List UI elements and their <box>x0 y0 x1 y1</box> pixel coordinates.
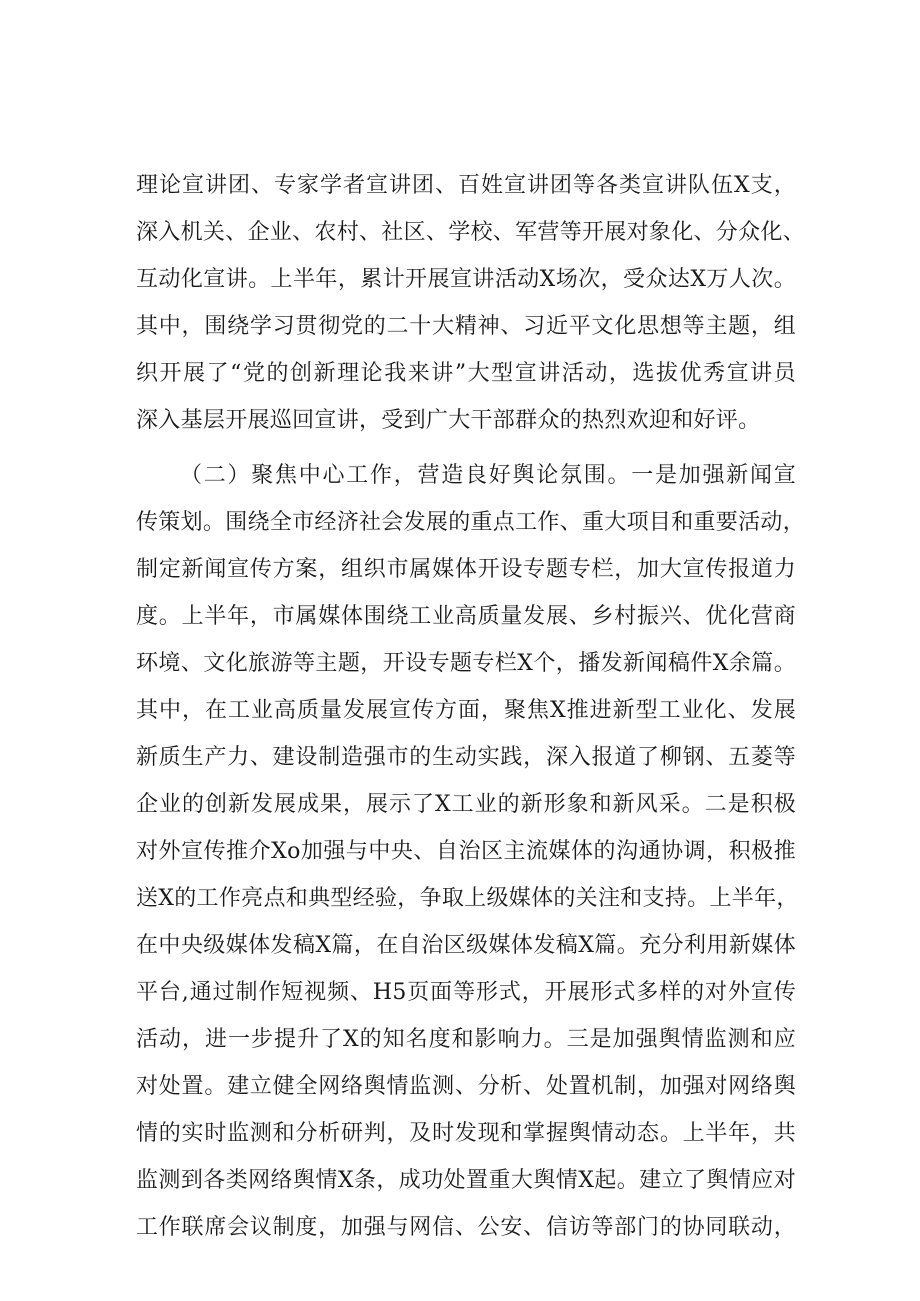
text-line: 制定新闻宣传方案，组织市属媒体开设专题专栏，加大宣传报道力 <box>136 557 796 582</box>
text-line: 度。上半年，市属媒体围绕工业高质量发展、乡村振兴、优化营商 <box>136 604 796 629</box>
text-line: 理论宣讲团、专家学者宣讲团、百姓宣讲团等各类宣讲队伍X支， <box>136 173 796 198</box>
text-line: 平台,通过制作短视频、H5页面等形式，开展形式多样的对外宣传 <box>136 980 796 1005</box>
text-line: 工作联席会议制度，加强与网信、公安、信访等部门的协同联动， <box>136 1215 796 1240</box>
text-line: 监测到各类网络舆情X条，成功处置重大舆情X起。建立了舆情应对 <box>136 1168 796 1193</box>
text-line: 其中，在工业高质量发展宣传方面，聚焦X推进新型工业化、发展 <box>136 698 796 723</box>
section-heading-line: （二）聚焦中心工作，营造良好舆论氛围。一是加强新闻宣 <box>180 463 796 488</box>
document-body <box>136 162 806 1251</box>
text-line: 企业的创新发展成果，展示了X工业的新形象和新风采。二是积极 <box>136 792 796 817</box>
text-line: 对外宣传推介Xo加强与中央、自治区主流媒体的沟通协调，积极推 <box>136 839 796 864</box>
paragraph-1 <box>136 162 806 444</box>
text-line: 传策划。围绕全市经济社会发展的重点工作、重大项目和重要活动， <box>136 510 806 535</box>
paragraph-2 <box>136 452 806 1251</box>
text-line: 送X的工作亮点和典型经验，争取上级媒体的关注和支持。上半年， <box>136 886 799 911</box>
text-line: 互动化宣讲。上半年，累计开展宣讲活动X场次，受众达X万人次。 <box>136 267 796 292</box>
text-line: 对处置。建立健全网络舆情监测、分析、处置机制，加强对网络舆 <box>136 1074 796 1099</box>
text-line: 活动，进一步提升了X的知名度和影响力。三是加强舆情监测和应 <box>136 1027 796 1052</box>
text-line: 情的实时监测和分析研判，及时发现和掌握舆情动态。上半年，共 <box>136 1121 796 1146</box>
text-line: 深入机关、企业、农村、社区、学校、军营等开展对象化、分众化、 <box>136 220 806 245</box>
text-line: 其中，围绕学习贯彻党的二十大精神、习近平文化思想等主题，组 <box>136 314 796 339</box>
text-line: 环境、文化旅游等主题，开设专题专栏X个，播发新闻稿件X余篇。 <box>136 651 796 676</box>
text-line: 新质生产力、建设制造强市的生动实践，深入报道了柳钢、五菱等 <box>136 745 796 770</box>
text-line: 织开展了“党的创新理论我来讲”大型宣讲活动，选拔优秀宣讲员 <box>136 361 796 386</box>
text-line: 深入基层开展巡回宣讲，受到广大干部群众的热烈欢迎和好评。 <box>136 408 761 433</box>
text-line: 在中央级媒体发稿X篇，在自治区级媒体发稿X篇。充分利用新媒体 <box>136 933 796 958</box>
